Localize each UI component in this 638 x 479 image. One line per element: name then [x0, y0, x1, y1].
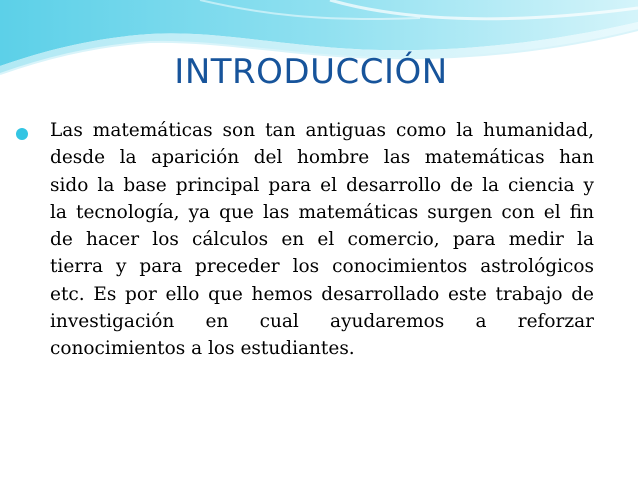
bullet-icon — [16, 128, 28, 140]
bullet-paragraph — [16, 120, 594, 366]
paragraph-line: conocimientos a los estudiantes. — [50, 338, 355, 360]
paragraph-line: investigación en cual ayudaremos a reforzar — [50, 311, 594, 333]
paragraph-line: de hacer los cálculos en el comercio, para medir la — [50, 229, 594, 251]
paragraph-line: desde la aparición del hombre las matemáticas han — [50, 147, 594, 169]
paragraph-line: Las matemáticas son tan antiguas como la humanidad, — [50, 120, 594, 141]
slide-content — [16, 120, 594, 366]
paragraph-line: sido la base principal para el desarrollo de la ciencia y — [50, 174, 594, 196]
paragraph-line: la tecnología, ya que las matemáticas surgen con el fin — [50, 201, 594, 223]
paragraph-text — [50, 120, 594, 366]
slide-title: INTRODUCCIÓN — [174, 52, 448, 92]
paragraph-line: etc. Es por ello que hemos desarrollado este trabajo de — [50, 283, 594, 305]
paragraph-line: tierra y para preceder los conocimientos astrológicos — [50, 256, 594, 278]
